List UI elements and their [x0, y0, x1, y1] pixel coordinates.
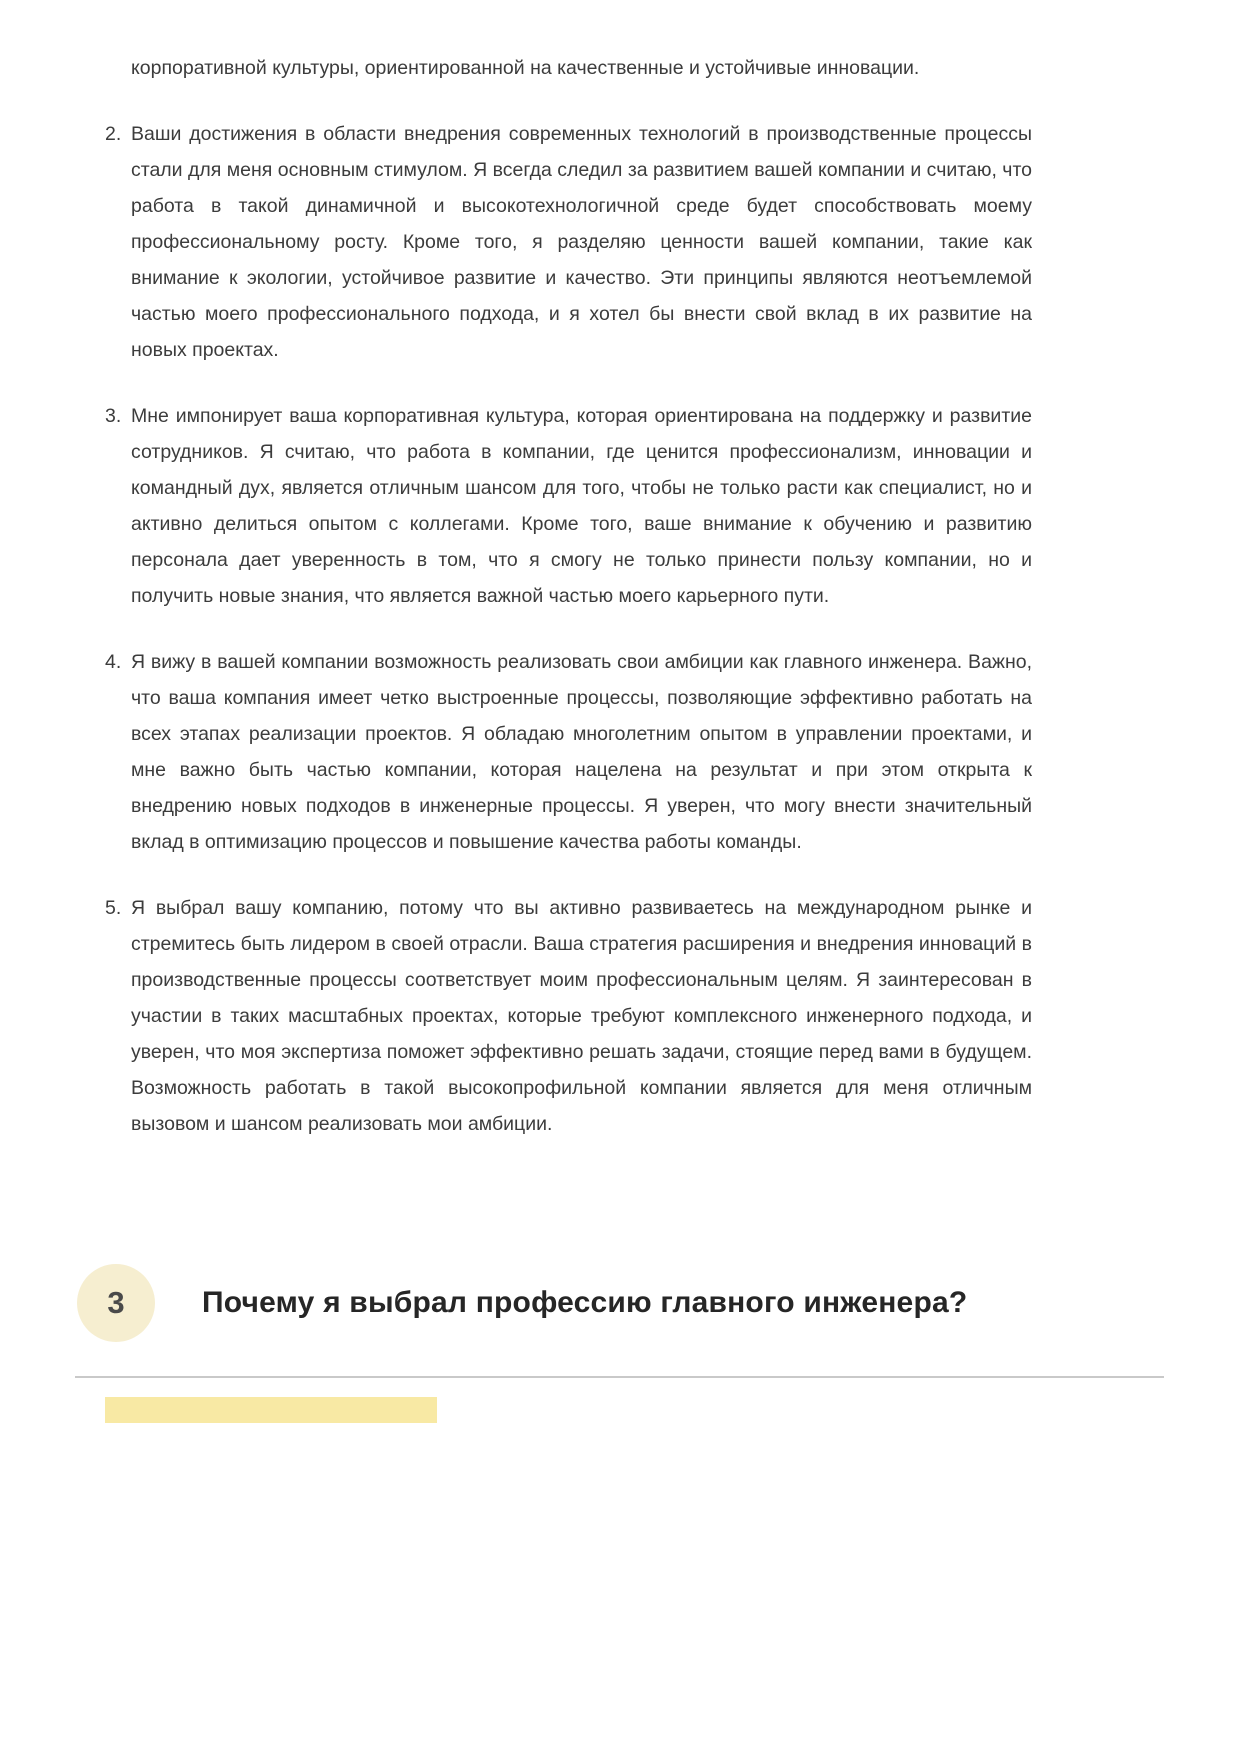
list-item-number: 4. — [105, 651, 122, 673]
section-heading — [77, 1264, 1239, 1342]
list-item — [105, 644, 1032, 860]
list-item-text: Я вижу в вашей компании возможность реализовать свои амбиции как главного инженера. Важно, что ваша компания имеет четко выстроенные процессы, позволяющие эффективно работать на всех этапах реализации проектов. Я обладаю многолетним опытом в управлении проектами, и мне важно быть частью компании, которая нацелена на результат и при этом открыта к внедрению новых подходов в инженерные процессы. Я уверен, что могу внести значительный вклад в оптимизацию процессов и повышение качества работы команды. — [131, 651, 1032, 853]
section-number: 3 — [107, 1285, 125, 1320]
list-item-text: Я выбрал вашу компанию, потому что вы активно развиваетесь на международном рынке и стремитесь быть лидером в своей отрасли. Ваша стратегия расширения и внедрения инноваций в производственные процессы соответствует моим профессиональным целям. Я заинтересован в участии в таких масштабных проектах, которые требуют комплексного инженерного подхода, и уверен, что моя экспертиза поможет эффективно решать задачи, стоящие перед вами в будущем. Возможность работать в такой высокопрофильной компании является для меня отличным вызовом и шансом реализовать мои амбиции. — [131, 897, 1032, 1135]
highlighted-text-bar — [105, 1397, 437, 1423]
list-item-number: 3. — [105, 405, 122, 427]
list-item-text: Ваши достижения в области внедрения современных технологий в производственные процессы стали для меня основным стимулом. Я всегда следил за развитием вашей компании и считаю, что работа в такой динамичной и высокотехнологичной среде будет способствовать моему профессиональному росту. Кроме того, я разделяю ценности вашей компании, такие как внимание к экологии, устойчивое развитие и качество. Эти принципы являются неотъемлемой частью моего профессионального подхода, и я хотел бы внести свой вклад в их развитие на новых проектах. — [131, 123, 1032, 361]
section-divider — [75, 1376, 1164, 1378]
section-number-badge — [77, 1264, 155, 1342]
list-item-number: 2. — [105, 123, 122, 145]
numbered-list — [105, 116, 1032, 1142]
list-item — [105, 890, 1032, 1142]
list-item — [105, 398, 1032, 614]
text-column — [105, 50, 1032, 1142]
paragraph-continuation: корпоративной культуры, ориентированной на качественные и устойчивые инновации. — [131, 57, 920, 79]
list-item-text: Мне импонирует ваша корпоративная культура, которая ориентирована на поддержку и развитие сотрудников. Я считаю, что работа в компании, где ценится профессионализм, инновации и командный дух, является отличным шансом для того, чтобы не только расти как специалист, но и активно делиться опытом с коллегами. Кроме того, ваше внимание к обучению и развитию персонала дает уверенность в том, что я смогу не только принести пользу компании, но и получить новые знания, что является важной частью моего карьерного пути. — [131, 405, 1032, 607]
list-item — [105, 116, 1032, 368]
list-item-number: 5. — [105, 897, 122, 919]
section-title: Почему я выбрал профессию главного инженера? — [202, 1286, 968, 1319]
